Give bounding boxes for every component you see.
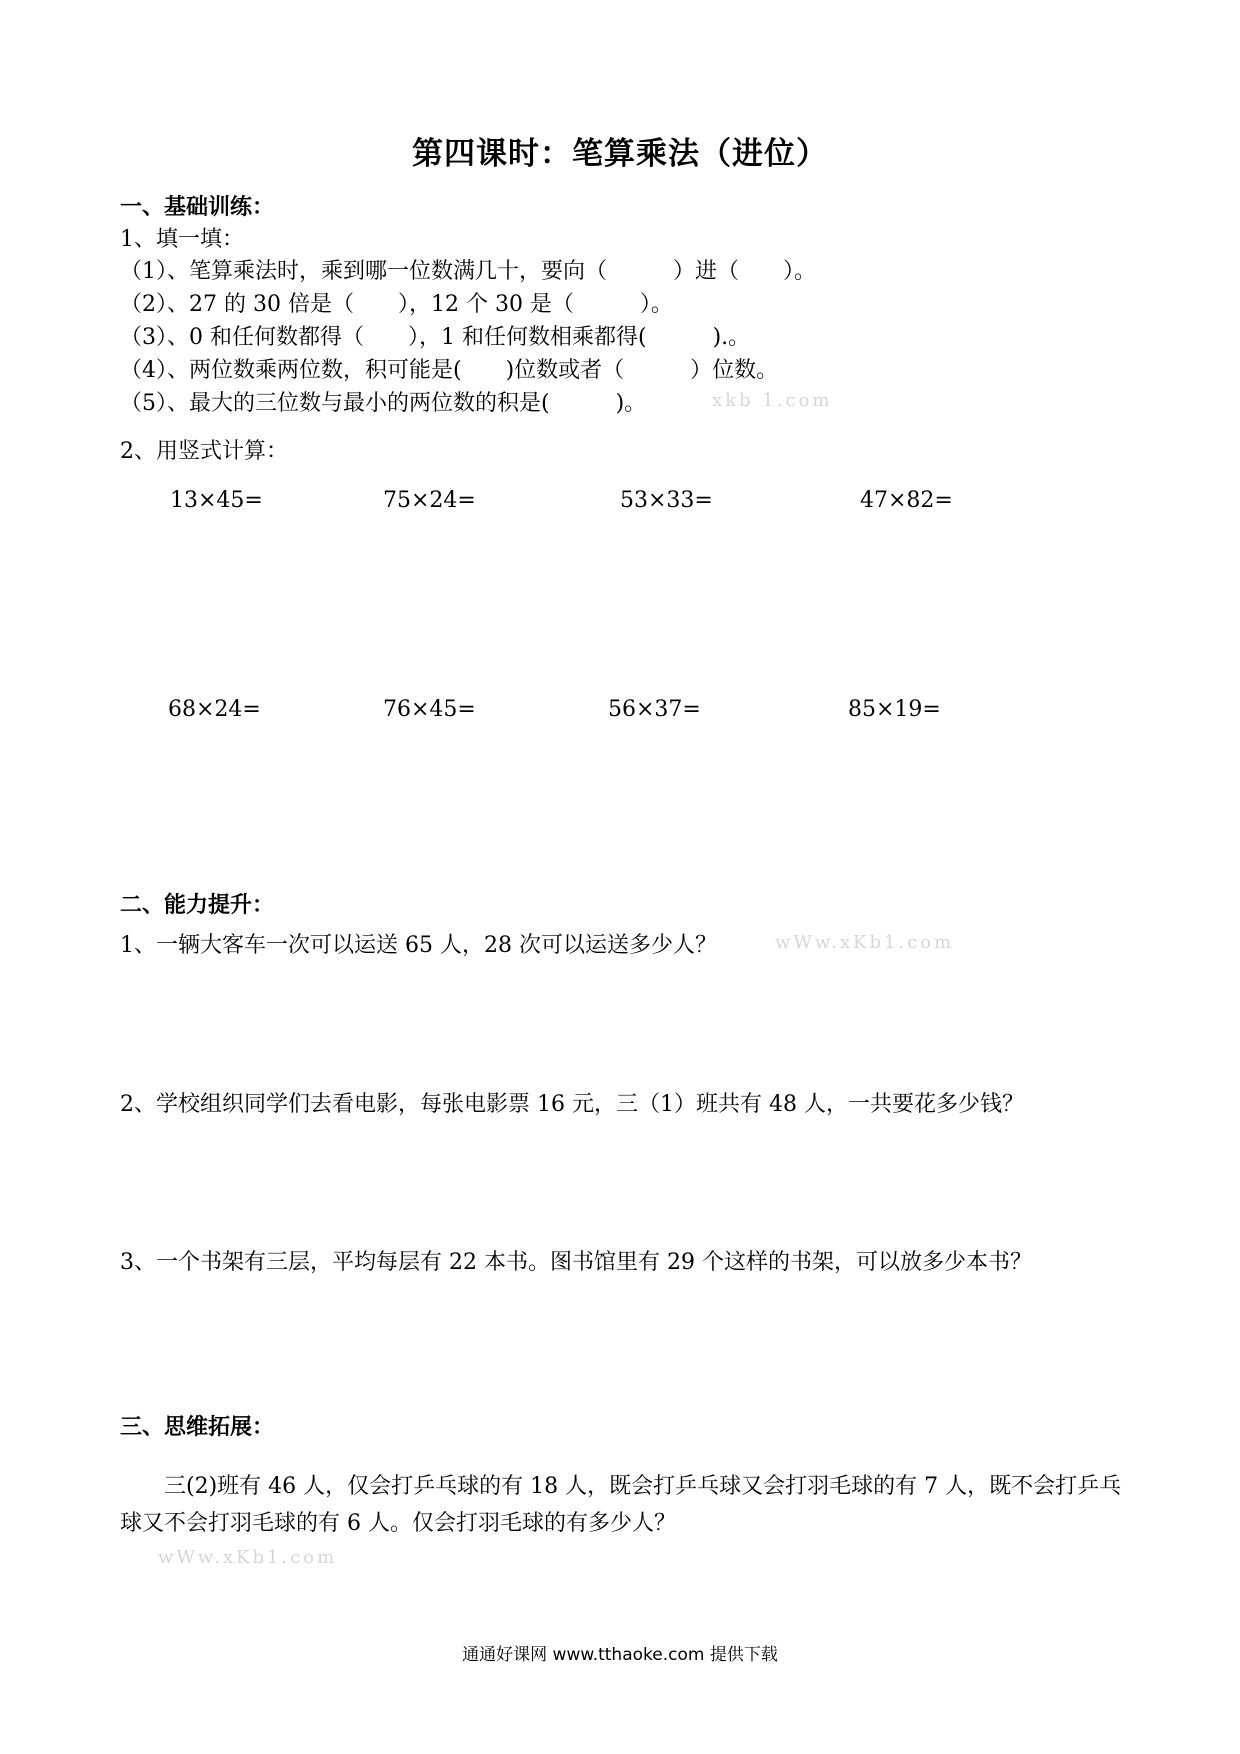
- calc-item: 85×19=: [848, 697, 941, 722]
- page-title: 第四课时：笔算乘法（进位）: [412, 136, 828, 172]
- fill-item: （5）、最大的三位数与最小的两位数的积是( )。: [120, 391, 647, 416]
- watermark: wWw.xKb1.com: [158, 1547, 338, 1568]
- word-problem: 1、一辆大客车一次可以运送 65 人，28 次可以运送多少人？: [120, 933, 717, 958]
- calc-item: 47×82=: [860, 488, 953, 513]
- section-2-heading: 二、能力提升：: [120, 893, 275, 918]
- watermark: xkb 1.com: [712, 390, 833, 411]
- fill-item: （1）、笔算乘法时，乘到哪一位数满几十，要向（ ）进（ ）。: [120, 259, 816, 284]
- section-1-heading: 一、基础训练：: [120, 195, 275, 220]
- section-3-heading: 三、思维拓展：: [120, 1415, 275, 1440]
- question-1-label: 1、填一填：: [120, 227, 244, 252]
- calc-item: 75×24=: [383, 488, 476, 513]
- calc-item: 13×45=: [170, 488, 263, 513]
- word-problem: 2、学校组织同学们去看电影，每张电影票 16 元，三（1）班共有 48 人，一共要花多少钱？: [120, 1092, 1024, 1117]
- calc-item: 53×33=: [620, 488, 713, 513]
- footer-source: 通通好课网 www.tthaoke.com 提供下载: [462, 1645, 778, 1665]
- fill-item: （4）、两位数乘两位数，积可能是( )位数或者（ ）位数。: [120, 358, 779, 383]
- watermark: wWw.xKb1.com: [775, 932, 955, 953]
- word-problem: 3、一个书架有三层，平均每层有 22 本书。图书馆里有 29 个这样的书架，可以放多少本书？: [120, 1250, 1032, 1275]
- fill-item: （2）、27 的 30 倍是（ ），12 个 30 是（ ）。: [120, 292, 673, 317]
- calc-item: 76×45=: [383, 697, 476, 722]
- question-2-label: 2、用竖式计算：: [120, 439, 288, 464]
- calc-item: 68×24=: [168, 697, 261, 722]
- fill-item: （3）、0 和任何数都得（ ），1 和任何数相乘都得( ).。: [120, 325, 751, 350]
- thinking-problem: 三(2)班有 46 人，仅会打乒乓球的有 18 人，既会打乒乓球又会打羽毛球的有 7 人，既不会打乒乓球又不会打羽毛球的有 6 人。仅会打羽毛球的有多少人？: [120, 1474, 1122, 1536]
- calc-item: 56×37=: [608, 697, 701, 722]
